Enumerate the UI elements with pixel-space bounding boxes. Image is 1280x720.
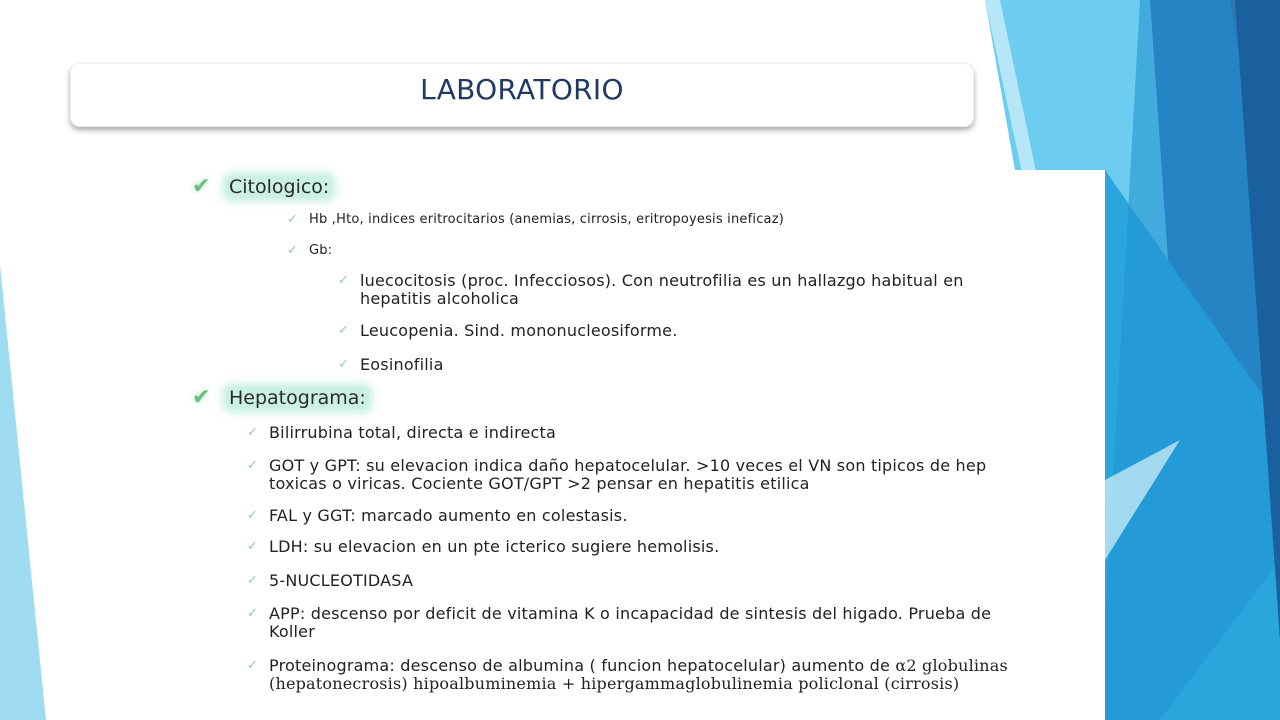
list-item: ✓ GOT y GPT: su elevacion indica daño hepatocelular. >10 veces el VN son tipicos de hep toxicas o viricas. Cociente GOT/GPT >2 pensar en hepatitis etilica [247, 456, 987, 493]
check-icon: ✓ [247, 458, 259, 473]
check-icon: ✓ [338, 323, 350, 338]
list-item: ✓ Bilirrubina total, directa e indirecta [247, 423, 557, 442]
check-icon: ✓ [247, 425, 259, 440]
list-item: ✓ 5-NUCLEOTIDASA [247, 571, 414, 590]
check-icon: ✓ [247, 539, 259, 554]
list-item: ✓ APP: descenso por deficit de vitamina K o incapacidad de sintesis del higado. Prueba de Koller [247, 604, 992, 641]
check-icon: ✔ [192, 174, 211, 199]
check-icon: ✓ [247, 606, 259, 621]
check-icon: ✓ [287, 212, 299, 227]
list-subitem: ✓ Eosinofilia [338, 355, 444, 374]
slide-title: LABORATORIO [420, 73, 624, 106]
list-item: ✓ Hb ,Hto, indices eritrocitarios (anemias, cirrosis, eritropoyesis ineficaz) [287, 212, 785, 227]
list-item: ✓ LDH: su elevacion en un pte icterico sugiere hemolisis. [247, 537, 720, 556]
section-heading-hepatograma: ✔ Hepatograma: [192, 387, 369, 409]
check-icon: ✓ [247, 508, 259, 523]
list-subitem: ✓ Leucopenia. Sind. mononucleosiforme. [338, 321, 678, 340]
list-item: ✓ Gb: [287, 243, 333, 258]
check-icon: ✓ [338, 357, 350, 372]
list-item: ✓ Proteinograma: descenso de albumina ( funcion hepatocelular) aumento de α2 globulinas (hepatonecrosis) hipoalbuminemia + hipergammaglobulinemia policlonal (cirrosis) [247, 656, 1008, 693]
check-icon: ✓ [287, 243, 299, 258]
check-icon: ✓ [247, 658, 259, 673]
list-item: ✓ FAL y GGT: marcado aumento en colestasis. [247, 506, 628, 525]
check-icon: ✔ [192, 385, 211, 410]
list-subitem: ✓ luecocitosis (proc. Infecciosos). Con neutrofilia es un hallazgo habitual en hepatitis alcoholica [338, 271, 964, 308]
check-icon: ✓ [247, 573, 259, 588]
section-heading-citologico: ✔ Citologico: [192, 176, 332, 198]
check-icon: ✓ [338, 273, 350, 288]
